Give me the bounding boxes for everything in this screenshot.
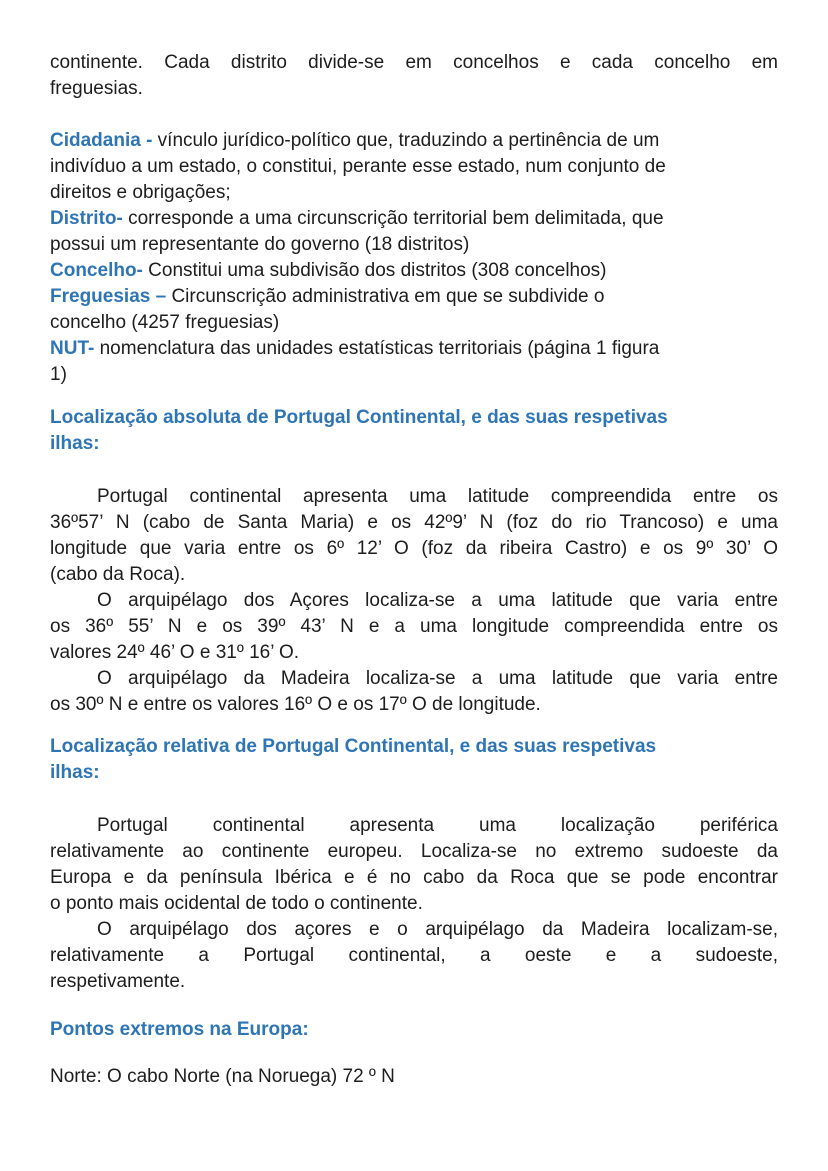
- definition-text: corresponde a uma circunscrição territorial bem delimitada, que: [122, 208, 664, 229]
- section-heading-localizacao-absoluta: [50, 405, 778, 457]
- localizacao-relativa-paragraphs: [50, 813, 778, 995]
- abs-p3-line-2: os 30º N e entre os valores 16º O e os 17º O de longitude.: [50, 694, 541, 715]
- definition-concelho-line-1: [50, 258, 778, 284]
- abs-p1-line-2: 36º57’ N (cabo de Santa Maria) e os 42º9’ N (foz do rio Trancoso) e uma: [50, 512, 778, 533]
- definition-term-freguesias: Freguesias –: [50, 286, 167, 307]
- abs-p1-line-1: Portugal continental apresenta uma latitude compreendida entre os: [97, 486, 778, 507]
- definition-term-distrito: Distrito-: [50, 208, 123, 229]
- definition-nut-line-1: [50, 336, 778, 362]
- definition-text: Circunscrição administrativa em que se subdivide o: [166, 286, 605, 307]
- rel-p1-line-4: o ponto mais ocidental de todo o continente.: [50, 893, 423, 914]
- rel-p1-line-1: Portugal continental apresenta uma localização periférica: [97, 815, 778, 836]
- definition-text: nomenclatura das unidades estatísticas territoriais (página 1 figura: [94, 338, 660, 359]
- definition-cidadania-line-2: indivíduo a um estado, o constitui, perante esse estado, num conjunto de: [50, 156, 666, 177]
- rel-p2-line-2: relativamente a Portugal continental, a oeste e a sudoeste,: [50, 945, 778, 966]
- definition-freguesias-line-1: [50, 284, 778, 310]
- section-heading-pontos-extremos: [50, 1017, 778, 1043]
- intro-paragraph: [50, 50, 778, 102]
- heading-line-2: ilhas:: [50, 433, 100, 454]
- definition-distrito-line-1: [50, 206, 778, 232]
- definition-freguesias-line-2: concelho (4257 freguesias): [50, 312, 280, 333]
- definitions-list: [50, 128, 778, 388]
- heading-line-1: Localização relativa de Portugal Continental, e das suas respetivas: [50, 736, 657, 757]
- rel-p1-line-3: Europa e da península Ibérica e é no cabo da Roca que se pode encontrar: [50, 867, 778, 888]
- abs-p1-line-4: (cabo da Roca).: [50, 564, 186, 585]
- abs-p2-line-2: os 36º 55’ N e os 39º 43’ N e a uma longitude compreendida entre os: [50, 616, 778, 637]
- abs-p3-line-1: O arquipélago da Madeira localiza-se a uma latitude que varia entre: [97, 668, 778, 689]
- pontos-extremos-paragraph: [50, 1064, 778, 1090]
- norte-line: Norte: O cabo Norte (na Noruega) 72 º N: [50, 1066, 395, 1087]
- rel-p1-line-2: relativamente ao continente europeu. Localiza-se no extremo sudoeste da: [50, 841, 778, 862]
- heading-line-2: ilhas:: [50, 762, 100, 783]
- definition-term-concelho: Concelho-: [50, 260, 143, 281]
- definition-cidadania-line-3: direitos e obrigações;: [50, 182, 231, 203]
- localizacao-absoluta-paragraphs: [50, 484, 778, 718]
- intro-line-2: freguesias.: [50, 78, 143, 99]
- rel-p2-line-3: respetivamente.: [50, 971, 186, 992]
- definition-term-cidadania: Cidadania -: [50, 130, 153, 151]
- definition-nut-line-2: 1): [50, 364, 67, 385]
- rel-p2-line-1: O arquipélago dos açores e o arquipélago da Madeira localizam-se,: [97, 919, 778, 940]
- heading-line-1: Pontos extremos na Europa:: [50, 1019, 309, 1040]
- heading-line-1: Localização absoluta de Portugal Continental, e das suas respetivas: [50, 407, 668, 428]
- intro-line-1: continente. Cada distrito divide-se em concelhos e cada concelho em: [50, 52, 778, 73]
- definition-term-nut: NUT-: [50, 338, 95, 359]
- abs-p1-line-3: longitude que varia entre os 6º 12’ O (foz da ribeira Castro) e os 9º 30’ O: [50, 538, 778, 559]
- definition-text: Constitui uma subdivisão dos distritos (308 concelhos): [142, 260, 607, 281]
- definition-cidadania-line-1: [50, 128, 778, 154]
- definition-distrito-line-2: possui um representante do governo (18 distritos): [50, 234, 470, 255]
- abs-p2-line-1: O arquipélago dos Açores localiza-se a uma latitude que varia entre: [97, 590, 778, 611]
- abs-p2-line-3: valores 24º 46’ O e 31º 16’ O.: [50, 642, 300, 663]
- section-heading-localizacao-relativa: [50, 734, 778, 786]
- definition-text: vínculo jurídico-político que, traduzindo a pertinência de um: [152, 130, 660, 151]
